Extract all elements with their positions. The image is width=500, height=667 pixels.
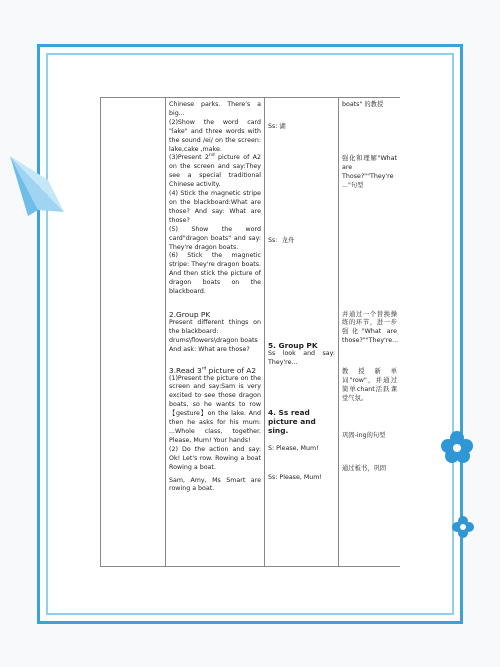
read-sing-heading: 4. Ss read picture and sing. — [268, 407, 316, 435]
purpose-text: 通过板书，巩固 — [342, 464, 387, 472]
text-line: (5) Show the word card"dragon boats" and say: They're dragon boats. — [169, 225, 261, 251]
student-response: Ss look and say: They're... — [268, 349, 335, 366]
purpose-text: boats" 的教授 — [342, 101, 384, 108]
lesson-plan-table — [100, 97, 400, 567]
small-flower-icon — [452, 515, 474, 539]
text-line: (1)Present the picture on the screen and say:Sam is very excited to see those dragon boats, so he wants to row 【gesture】on the lake. And then he asks for his mum: ...Whole class, together. Please, Mum! Your hands! — [169, 374, 261, 444]
paper-plane-icon — [8, 150, 68, 220]
text-line: drums\flowers\dragon boats — [169, 336, 258, 344]
purpose-text: 教授新单词"row"，并通过简单chant活跃课堂气氛。 — [342, 368, 397, 402]
text-line: (2) Do the action and say: Ok! Let's row. Rowing a boat Rowing a boat. — [169, 445, 261, 471]
text-line: Sam, Amy, Ms Smart are rowing a boat. — [169, 476, 261, 493]
read-title: 3.Read 3rd picture of A2 — [169, 365, 257, 375]
group-pk-heading: 5. Group PK — [268, 340, 318, 350]
student-response: Ss：龙舟 — [268, 236, 295, 244]
text-line: And ask: What are those? — [169, 345, 250, 353]
text-line: (6) Stick the magnetic stripe: They're dragon boats. And then stick the picture of dragon boats on the blackboard. — [169, 252, 261, 296]
group-pk-title: 2.Group PK — [169, 309, 211, 319]
student-response: Ss: Please, Mum! — [268, 473, 322, 481]
student-response: S: Please, Mum! — [268, 444, 319, 452]
teacher-activity-column — [166, 98, 265, 567]
purpose-text: 巩固-ing的句型 — [342, 431, 386, 439]
purpose-column — [339, 98, 401, 567]
text-line: (3)Present 2nd picture of A2 on the screen and say:They see a special traditional Chinese activity. — [169, 153, 261, 189]
student-activity-column — [265, 98, 339, 567]
text-line: Present different things on the blackboard: — [169, 318, 261, 335]
purpose-text: 并通过一个替换操练的环节，进一步强化"What are those?""They're... — [342, 310, 399, 345]
text-line: (4) Stick the magnetic stripe on the blackboard:What are those? And say: What are those? — [169, 190, 261, 224]
blank-column — [101, 98, 166, 567]
student-response: Ss: 湖 — [268, 123, 286, 130]
purpose-text: 强化和理解"What are Those?""They're ..."句型 — [342, 154, 397, 189]
flower-icon — [440, 430, 474, 466]
text-line: (2)Show the word card "lake" and three words with the sound /ei/ on the screen: lake,cake ,make. — [169, 118, 261, 153]
text-line: Chinese parks. There's a big... — [169, 101, 261, 117]
